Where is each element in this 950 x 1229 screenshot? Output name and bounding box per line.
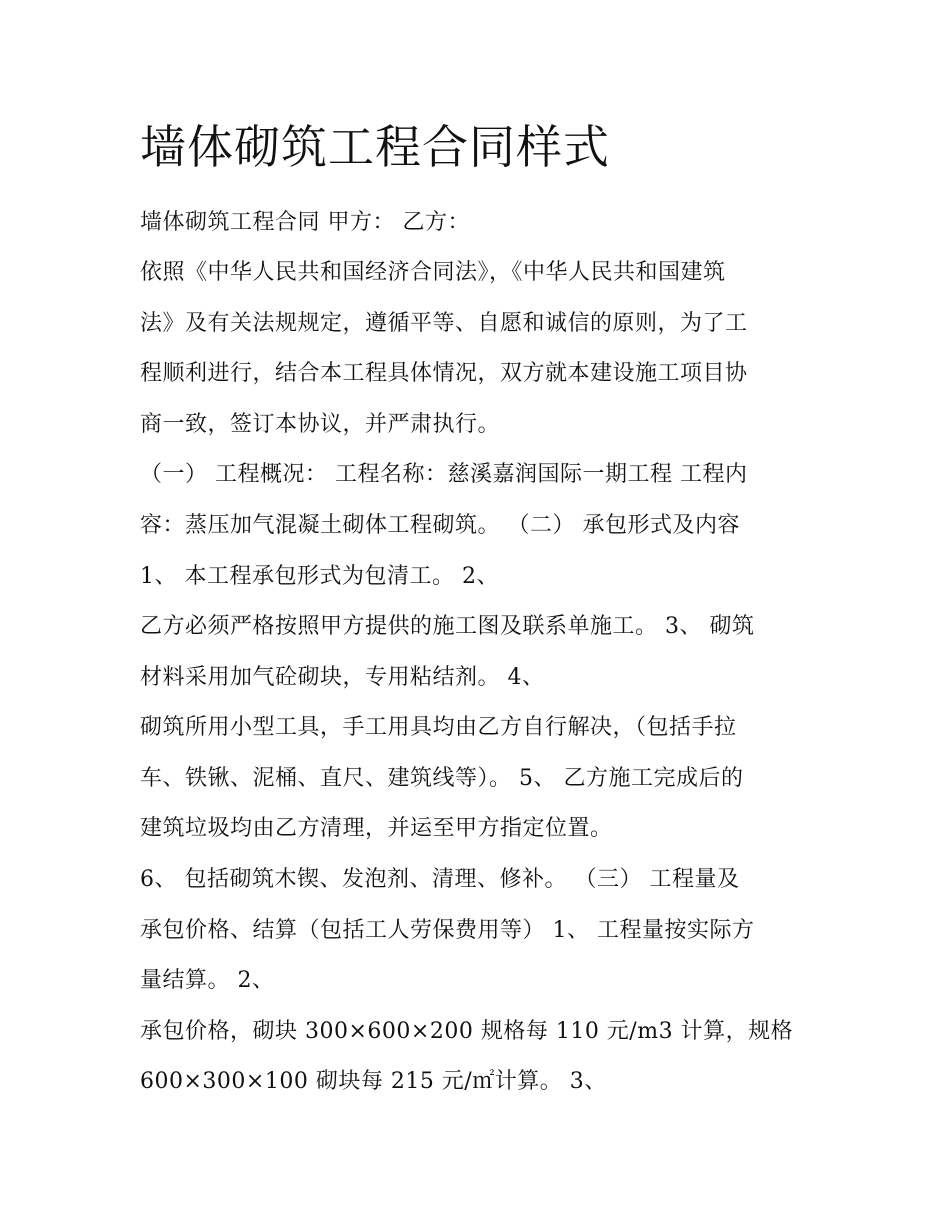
body-line: 容：蒸压加气混凝土砌体工程砌筑。 （二） 承包形式及内容 bbox=[140, 513, 740, 538]
body-line: 程顺利进行，结合本工程具体情况，双方就本建设施工项目协 bbox=[140, 361, 748, 386]
body-line: 法》及有关法规规定，遵循平等、自愿和诚信的原则，为了工 bbox=[140, 311, 748, 336]
body-line: 600×300×100 砌块每 215 元/㎡计算。 3、 bbox=[140, 1069, 607, 1094]
body-line: 承包价格，砌块 300×600×200 规格每 110 元/m3 计算，规格 bbox=[140, 1019, 794, 1044]
body-line: （一） 工程概况： 工程名称：慈溪嘉润国际一期工程 工程内 bbox=[140, 462, 748, 487]
body-line: 车、铁锹、泥桶、直尺、建筑线等）。 5、 乙方施工完成后的 bbox=[140, 766, 744, 791]
body-line: 墙体砌筑工程合同 甲方： 乙方： bbox=[140, 210, 470, 235]
body-line: 商一致，签订本协议，并严肃执行。 bbox=[140, 412, 501, 437]
body-line: 建筑垃圾均由乙方清理，并运至甲方指定位置。 bbox=[140, 816, 613, 841]
body-line: 材料采用加气砼砌块，专用粘结剂。 4、 bbox=[140, 665, 545, 690]
document-title: 墙体砌筑工程合同样式 bbox=[140, 120, 610, 174]
body-line: 1、 本工程承包形式为包清工。 2、 bbox=[140, 564, 499, 589]
body-line: 依照《中华人民共和国经济合同法》，《中华人民共和国建筑 bbox=[140, 260, 726, 285]
body-line: 承包价格、结算（包括工人劳保费用等） 1、 工程量按实际方 bbox=[140, 918, 755, 943]
body-line: 乙方必须严格按照甲方提供的施工图及联系单施工。 3、 砌筑 bbox=[140, 614, 755, 639]
body-line: 砌筑所用小型工具，手工用具均由乙方自行解决，（包括手拉 bbox=[140, 715, 737, 740]
body-line: 量结算。 2、 bbox=[140, 968, 275, 993]
body-line: 6、 包括砌筑木锲、发泡剂、清理、修补。 （三） 工程量及 bbox=[140, 867, 740, 892]
